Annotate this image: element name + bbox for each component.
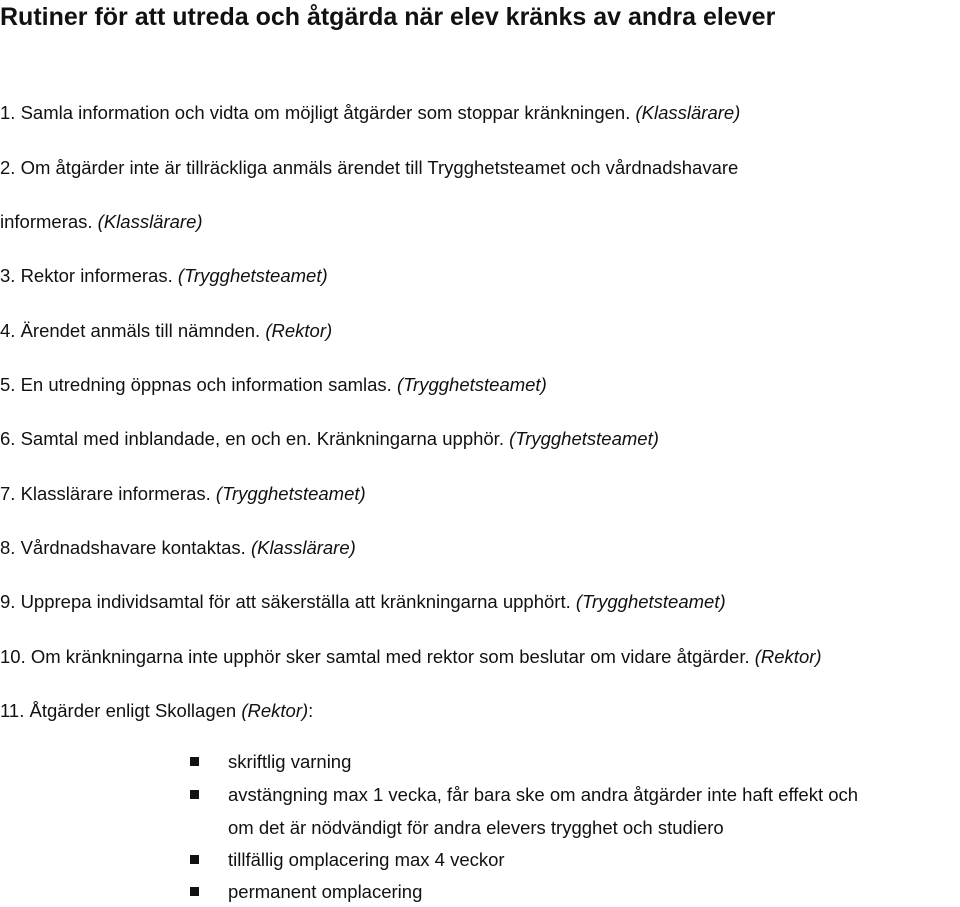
bullet-item-3 <box>190 845 960 875</box>
step-8 <box>0 535 356 561</box>
square-bullet-icon <box>190 855 199 864</box>
step-5-text: 5. En utredning öppnas och information samlas. <box>0 374 397 395</box>
step-4-role: (Rektor) <box>265 320 333 341</box>
step-3-text: 3. Rektor informeras. <box>0 265 178 286</box>
bullet-text-3: tillfällig omplacering max 4 veckor <box>228 849 505 870</box>
bullet-item-2 <box>190 780 960 810</box>
step-1 <box>0 100 740 126</box>
page-title: Rutiner för att utreda och åtgärda när elev kränks av andra elever <box>0 3 776 31</box>
step-10-text: 10. Om kränkningarna inte upphör sker samtal med rektor som beslutar om vidare åtgärder. <box>0 646 755 667</box>
step-8-text: 8. Vårdnadshavare kontaktas. <box>0 537 251 558</box>
step-4-text: 4. Ärendet anmäls till nämnden. <box>0 320 266 341</box>
step-10 <box>0 644 822 670</box>
step-11-text: 11. Åtgärder enligt Skollagen <box>0 700 242 721</box>
bullet-text-1: skriftlig varning <box>228 751 352 772</box>
bullet-text-2-continuation: om det är nödvändigt för andra elevers trygghet och studiero <box>228 817 724 838</box>
step-3-role: (Trygghetsteamet) <box>177 265 328 286</box>
step-6-role: (Trygghetsteamet) <box>509 428 659 449</box>
step-6 <box>0 426 659 452</box>
bullet-item-1 <box>190 747 960 777</box>
bullet-text-4: permanent omplacering <box>228 881 423 902</box>
step-3 <box>0 263 328 289</box>
step-2-continuation <box>0 209 203 235</box>
step-11-suffix: : <box>308 700 314 721</box>
step-8-role: (Klasslärare) <box>250 537 356 558</box>
step-1-text: 1. Samla information och vidta om möjligt åtgärder som stoppar kränkningen. <box>0 102 636 123</box>
step-2-continuation-role: (Klasslärare) <box>97 211 203 232</box>
step-7 <box>0 481 366 507</box>
bullet-text-2: avstängning max 1 vecka, får bara ske om andra åtgärder inte haft effekt och <box>228 784 859 805</box>
square-bullet-icon <box>190 887 199 896</box>
step-9-role: (Trygghetsteamet) <box>575 591 726 612</box>
step-9 <box>0 589 726 615</box>
step-2 <box>0 155 738 181</box>
square-bullet-icon <box>190 757 199 766</box>
square-bullet-icon <box>190 790 199 799</box>
step-11 <box>0 698 313 724</box>
step-4 <box>0 318 332 344</box>
step-9-text: 9. Upprepa individsamtal för att säkerställa att kränkningarna upphört. <box>0 591 576 612</box>
step-6-text: 6. Samtal med inblandade, en och en. Kränkningarna upphör. <box>0 428 510 449</box>
step-2-continuation-text: informeras. <box>0 211 98 232</box>
step-2-text: 2. Om åtgärder inte är tillräckliga anmäls ärendet till Trygghetsteamet och vårdnadshavare <box>0 157 739 178</box>
bullet-item-2-continuation <box>190 813 960 843</box>
step-5-role: (Trygghetsteamet) <box>396 374 547 395</box>
step-1-role: (Klasslärare) <box>635 102 741 123</box>
step-10-role: (Rektor) <box>754 646 822 667</box>
step-7-text: 7. Klasslärare informeras. <box>0 483 216 504</box>
bullet-item-4 <box>190 877 960 907</box>
step-5 <box>0 372 547 398</box>
step-11-role: (Rektor) <box>241 700 309 721</box>
step-7-role: (Trygghetsteamet) <box>215 483 366 504</box>
